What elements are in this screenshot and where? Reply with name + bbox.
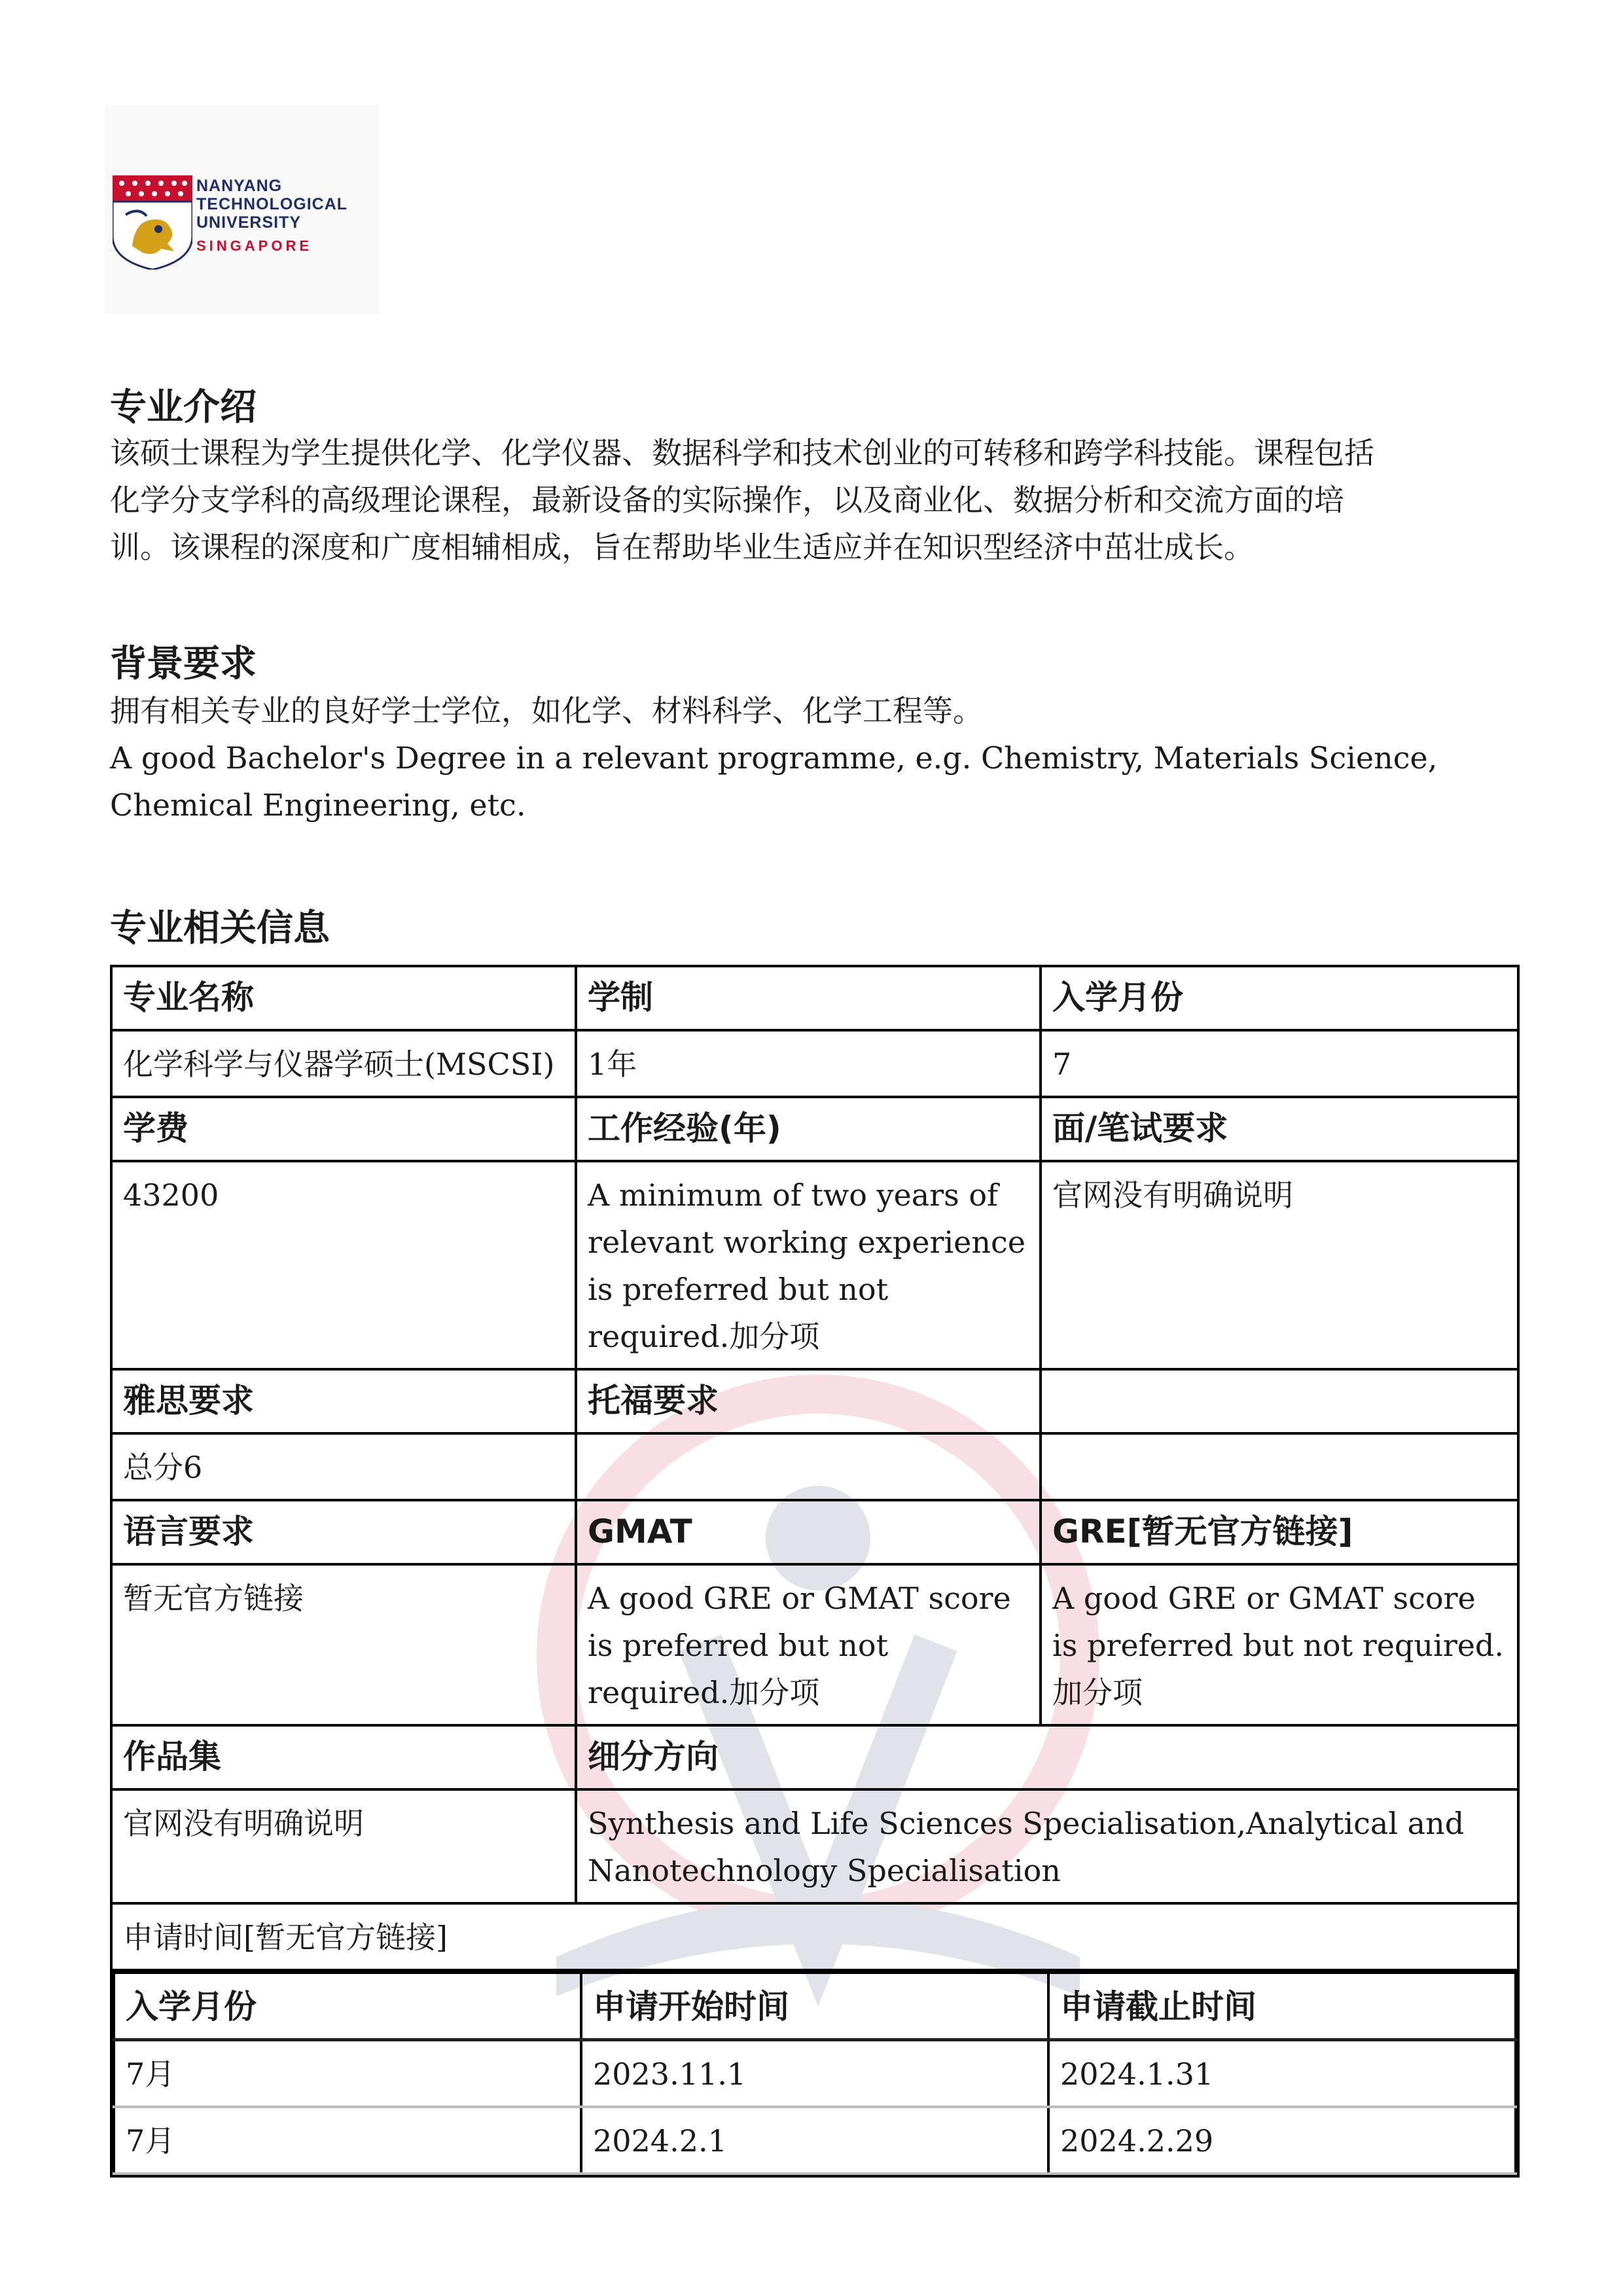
header-gmat: GMAT <box>576 1500 1041 1564</box>
table-row <box>114 2040 1516 2108</box>
intro-title: 专业介绍 <box>110 386 257 429</box>
value-gmat: A good GRE or GMAT score is preferred but not required.加分项 <box>576 1564 1041 1725</box>
university-logo <box>105 105 380 314</box>
value-intake-month: 7 <box>1041 1030 1518 1097</box>
header-duration: 学制 <box>576 966 1041 1030</box>
application-schedule <box>111 1903 1518 2176</box>
header-interview: 面/笔试要求 <box>1041 1097 1518 1161</box>
value-ielts: 总分6 <box>111 1433 576 1500</box>
schedule-table <box>113 1971 1517 2175</box>
schedule-header-intake: 入学月份 <box>114 1973 581 2040</box>
value-duration: 1年 <box>576 1030 1041 1097</box>
value-interview: 官网没有明确说明 <box>1041 1161 1518 1369</box>
schedule-deadline: 2024.2.29 <box>1048 2107 1516 2174</box>
schedule-start: 2024.2.1 <box>581 2107 1048 2174</box>
info-title: 专业相关信息 <box>110 907 330 950</box>
value-work-experience: A minimum of two years of relevant working experience is preferred but not required.加分项 <box>576 1161 1041 1369</box>
header-ielts: 雅思要求 <box>111 1369 576 1433</box>
value-specialisation: Synthesis and Life Sciences Specialisation,Analytical and Nanotechnology Specialisation <box>576 1789 1518 1903</box>
schedule-deadline: 2024.1.31 <box>1048 2040 1516 2108</box>
background-text: 拥有相关专业的良好学士学位，如化学、材料科学、化学工程等。 A good Bachelor's Degree in a relevant programme, e.g. Chemistry, Materials Science, Chemical Engineering, etc. <box>110 693 1438 823</box>
background-title: 背景要求 <box>110 643 257 685</box>
value-program-name: 化学科学与仪器学硕士(MSCSI) <box>111 1030 576 1097</box>
value-gre: A good GRE or GMAT score is preferred but not required.加分项 <box>1041 1564 1518 1725</box>
schedule-header-start: 申请开始时间 <box>581 1973 1048 2040</box>
header-gre: GRE[暂无官方链接] <box>1041 1500 1518 1564</box>
schedule-intake: 7月 <box>114 2107 581 2174</box>
lion-crest-icon <box>113 175 192 270</box>
value-portfolio: 官网没有明确说明 <box>111 1789 576 1903</box>
schedule-intake: 7月 <box>114 2040 581 2108</box>
university-name: NANYANG TECHNOLOGICAL UNIVERSITY SINGAPORE <box>196 177 348 254</box>
header-program-name: 专业名称 <box>111 966 576 1030</box>
schedule-start: 2023.11.1 <box>581 2040 1048 2108</box>
header-portfolio: 作品集 <box>111 1725 576 1789</box>
header-work-experience: 工作经验(年) <box>576 1097 1041 1161</box>
program-info-table <box>110 965 1520 2178</box>
header-intake-month: 入学月份 <box>1041 966 1518 1030</box>
value-tuition: 43200 <box>111 1161 576 1369</box>
header-tuition: 学费 <box>111 1097 576 1161</box>
schedule-caption: 申请时间[暂无官方链接] <box>113 1905 1517 1971</box>
header-language: 语言要求 <box>111 1500 576 1564</box>
header-specialisation: 细分方向 <box>576 1725 1518 1789</box>
value-empty <box>1041 1433 1518 1500</box>
table-row <box>114 2107 1516 2174</box>
header-empty <box>1041 1369 1518 1433</box>
value-toefl <box>576 1433 1041 1500</box>
schedule-header-deadline: 申请截止时间 <box>1048 1973 1516 2040</box>
intro-text: 该硕士课程为学生提供化学、化学仪器、数据科学和技术创业的可转移和跨学科技能。课程包括 化学分支学科的高级理论课程，最新设备的实际操作，以及商业化、数据分析和交流方面的培 训。该课程的深度和广度相辅相成，旨在帮助毕业生适应并在知识型经济中茁壮成长。 <box>110 435 1374 565</box>
header-toefl: 托福要求 <box>576 1369 1041 1433</box>
value-language: 暂无官方链接 <box>111 1564 576 1725</box>
